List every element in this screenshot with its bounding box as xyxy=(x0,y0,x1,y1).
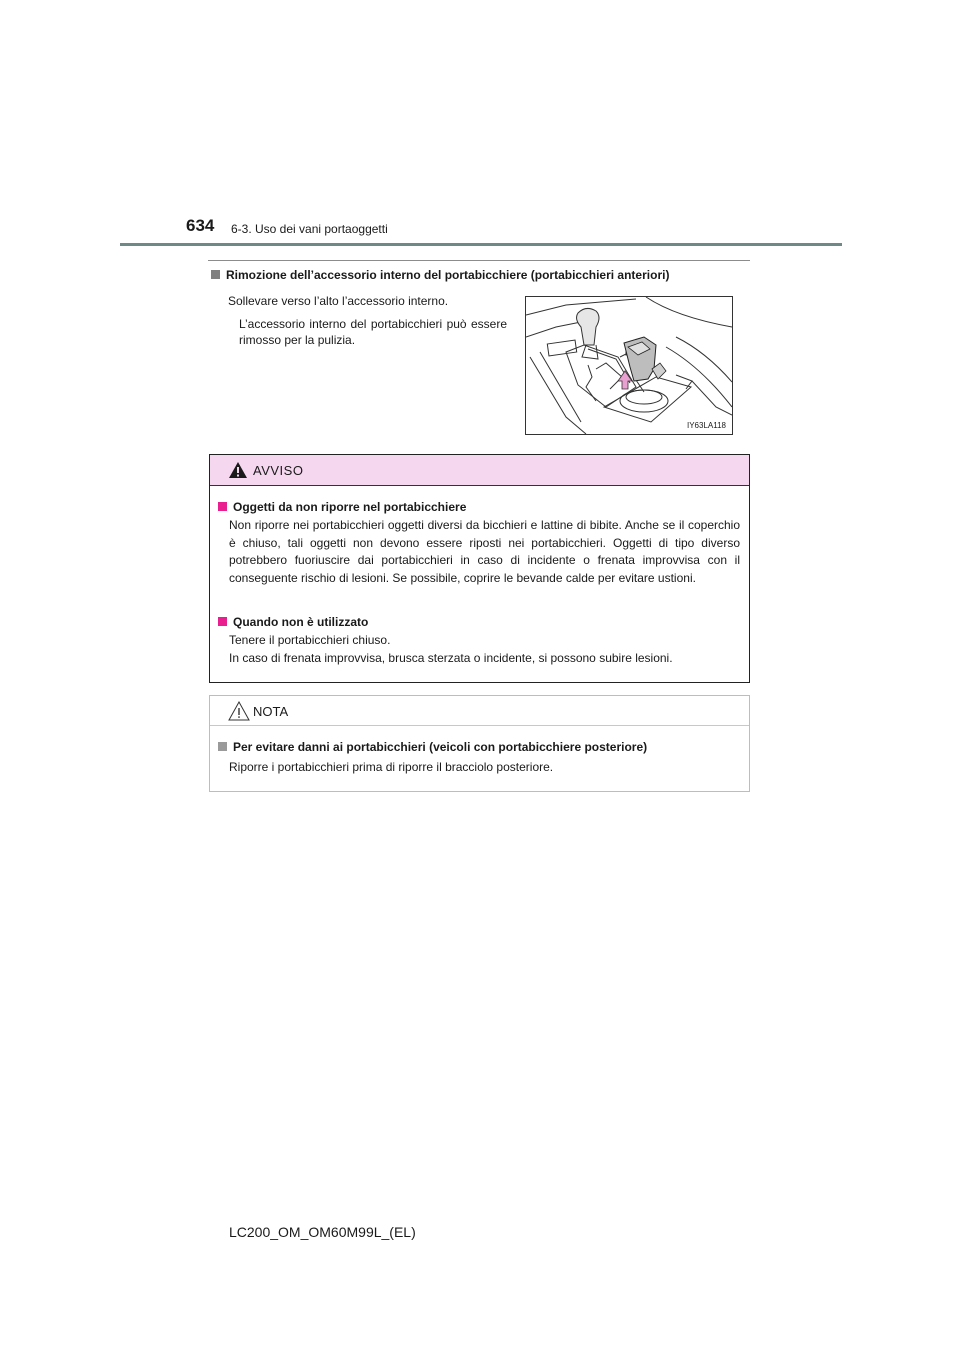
note-title: NOTA xyxy=(253,704,289,719)
note-heading: Per evitare danni ai portabicchieri (veicoli con portabicchiere posteriore) xyxy=(218,740,647,754)
square-bullet-icon xyxy=(218,617,227,626)
lift-arrow-icon xyxy=(618,371,632,389)
content-rule xyxy=(208,260,750,261)
warning-header xyxy=(210,455,749,486)
warning-item-2-text-line1: Tenere il portabicchieri chiuso. xyxy=(229,633,391,647)
warning-item-2-text-line2: In caso di frenata improvvisa, brusca sterzata o incidente, si possono subire lesioni. xyxy=(229,651,673,665)
warning-item-1-heading: Oggetti da non riporre nel portabicchiere xyxy=(218,500,466,514)
note-header xyxy=(210,696,749,726)
square-bullet-icon xyxy=(211,270,220,279)
header-rule xyxy=(120,243,842,246)
page-number: 634 xyxy=(186,216,215,235)
warning-title: AVVISO xyxy=(253,463,304,478)
removal-heading: Rimozione dell’accessorio interno del portabicchiere (portabicchieri anteriori) xyxy=(211,268,669,282)
section-title: 6-3. Uso dei vani portaoggetti xyxy=(231,222,388,236)
warning-item-2-heading: Quando non è utilizzato xyxy=(218,615,368,629)
cup-holder-illustration xyxy=(525,296,733,435)
removal-note: L’accessorio interno del portabicchieri può essere rimosso per la pulizia. xyxy=(239,317,507,347)
note-box xyxy=(209,695,750,792)
square-bullet-icon xyxy=(218,742,227,751)
console-drawing xyxy=(526,297,732,434)
figure-code: IY63LA118 xyxy=(687,421,726,430)
warning-item-1-text: Non riporre nei portabicchieri oggetti diversi da bicchieri e lattine di bibite. Anche se il coperchio è chiuso, tali oggetti non devono essere riposti nei portabicchieri. Oggetti di tipo diverso potrebbero fuoriuscire dai portabicchieri in caso di incidente o frenata improvvisa con il conseguente rischio di lesioni. Se possibile, coprire le bevande calde per evitare ustioni. xyxy=(229,518,740,585)
warning-triangle-icon xyxy=(228,461,248,479)
note-text: Riporre i portabicchieri prima di riporre il bracciolo posteriore. xyxy=(229,760,554,774)
removal-instruction: Sollevare verso l’alto l’accessorio interno. xyxy=(228,294,449,308)
document-code: LC200_OM_OM60M99L_(EL) xyxy=(229,1224,416,1240)
square-bullet-icon xyxy=(218,502,227,511)
caution-triangle-icon xyxy=(228,701,250,721)
warning-box xyxy=(209,454,750,683)
